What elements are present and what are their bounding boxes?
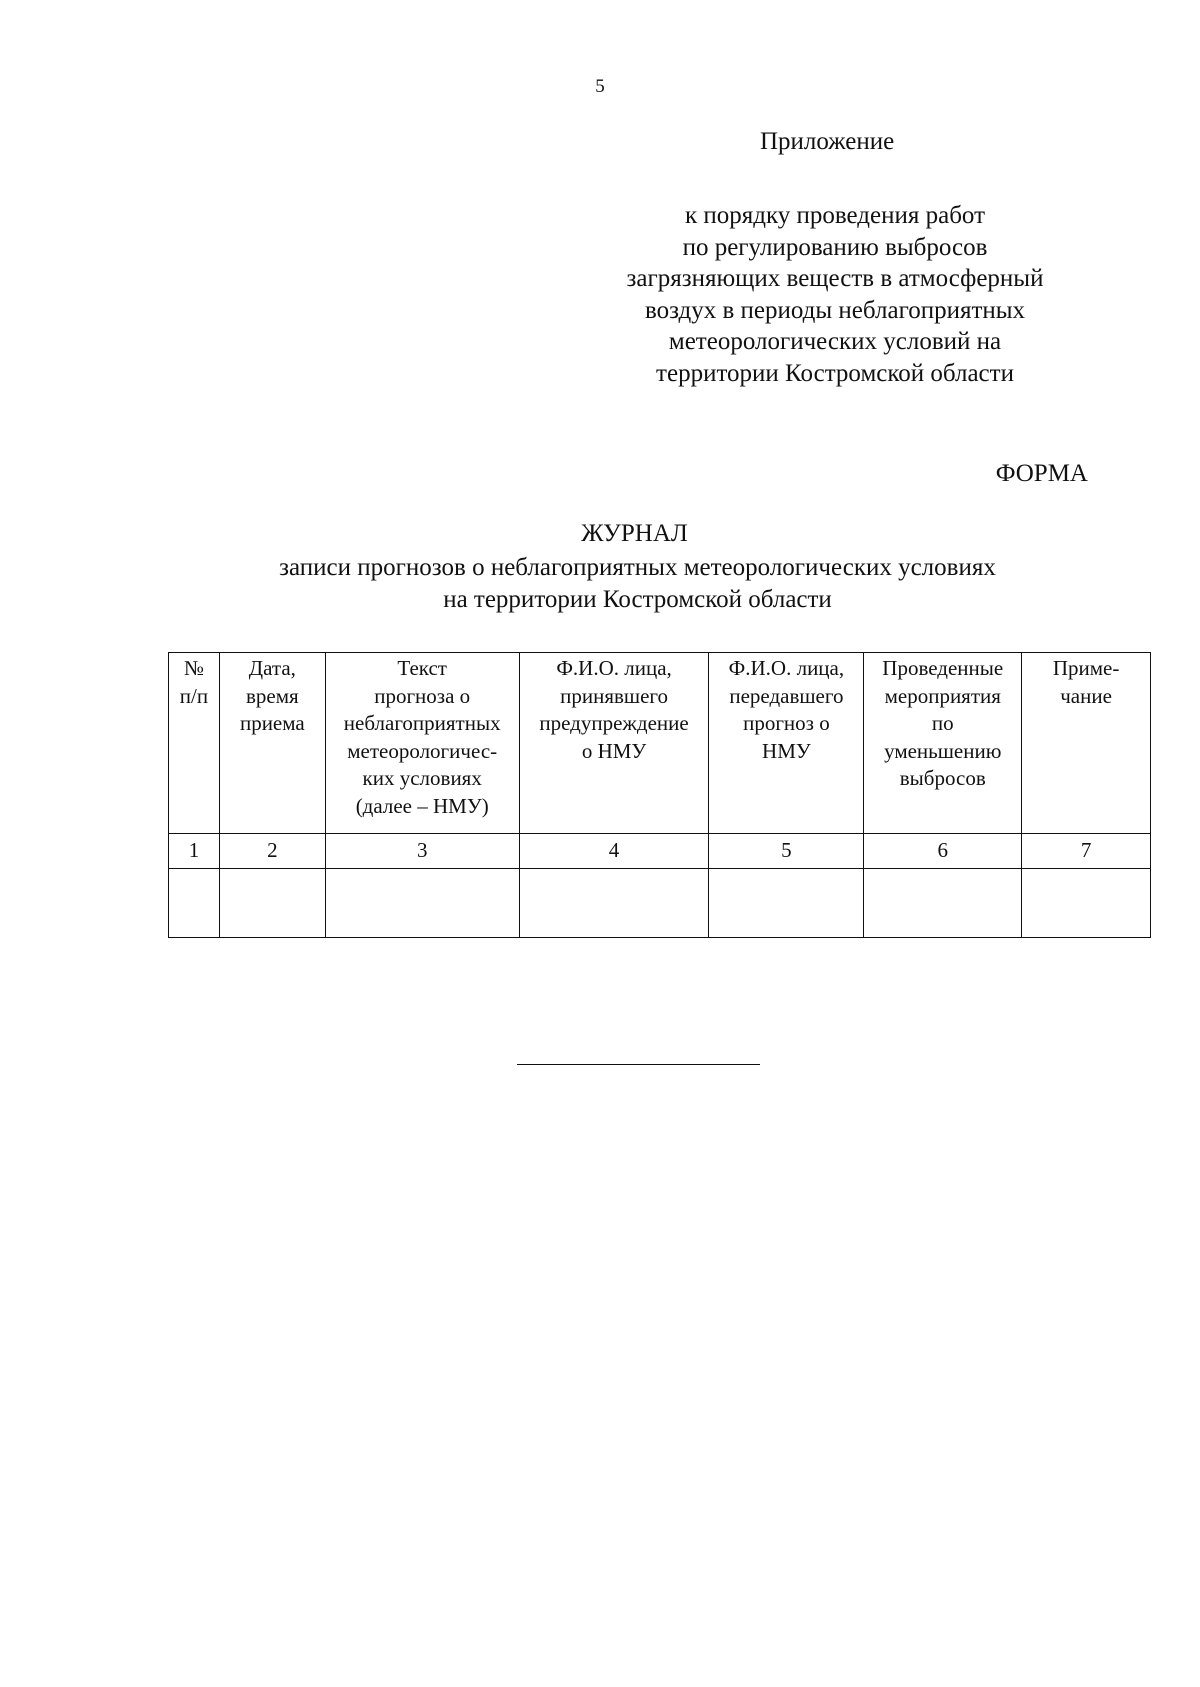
header-cell-date xyxy=(219,653,325,834)
column-number-cell: 3 xyxy=(325,834,519,869)
header-cell-forecast-text xyxy=(325,653,519,834)
header-cell-receiver xyxy=(519,653,709,834)
header-text: время xyxy=(246,683,299,708)
header-text: п/п xyxy=(179,683,209,708)
header-text: № xyxy=(183,656,204,680)
empty-cell xyxy=(1022,869,1151,938)
table-header-row xyxy=(169,653,1151,834)
header-text: прогноза о xyxy=(374,683,471,708)
header-cell-note xyxy=(1022,653,1151,834)
header-text: уменьшению xyxy=(884,738,1002,763)
header-text: Ф.И.О. лица, xyxy=(556,656,672,680)
header-text: выбросов xyxy=(899,766,986,790)
appendix-title: Приложение xyxy=(760,128,895,155)
header-text: Ф.И.О. лица, xyxy=(728,656,845,680)
journal-title: ЖУРНАЛ xyxy=(581,520,688,547)
header-text: ких условиях xyxy=(362,766,482,790)
empty-cell xyxy=(709,869,864,938)
appendix-line: к порядку проведения работ xyxy=(684,202,986,229)
column-number-cell: 2 xyxy=(219,834,325,869)
empty-cell xyxy=(219,869,325,938)
header-cell-number xyxy=(169,653,220,834)
header-text: передавшего xyxy=(729,683,844,708)
header-text: о НМУ xyxy=(581,738,647,763)
appendix-line: территории Костромской области xyxy=(656,359,1014,387)
empty-cell xyxy=(325,869,519,938)
empty-cell xyxy=(864,869,1022,938)
page-number: 5 xyxy=(595,76,605,97)
column-number-cell: 6 xyxy=(864,834,1022,869)
header-text: НМУ xyxy=(762,738,811,763)
empty-entry-row xyxy=(169,869,1151,938)
form-label: ФОРМА xyxy=(995,460,1088,487)
column-number-cell: 5 xyxy=(709,834,864,869)
header-text: мероприятия xyxy=(884,683,1001,708)
header-text: (далее – НМУ) xyxy=(355,793,489,818)
column-number-cell: 7 xyxy=(1022,834,1151,869)
header-text: Приме- xyxy=(1052,656,1120,680)
header-text: чание xyxy=(1060,683,1112,708)
header-cell-sender xyxy=(709,653,864,834)
journal-subtitle-line: записи прогнозов о неблагоприятных метеорологических условиях xyxy=(279,554,996,581)
column-number-row xyxy=(169,834,1151,869)
appendix-description xyxy=(600,200,1070,389)
appendix-line: загрязняющих веществ в атмосферный xyxy=(626,265,1044,292)
header-text: принявшего xyxy=(560,683,668,708)
appendix-line: воздух в периоды неблагоприятных xyxy=(644,296,1026,324)
column-number-cell: 4 xyxy=(519,834,709,869)
header-text: неблагоприятных xyxy=(343,711,501,735)
appendix-line: метеорологических условий на xyxy=(668,328,1002,355)
appendix-line: по регулированию выбросов xyxy=(682,233,988,261)
header-text: приема xyxy=(239,711,305,735)
journal-subtitle xyxy=(168,552,1107,616)
header-text: по xyxy=(931,711,954,735)
empty-cell xyxy=(519,869,709,938)
column-number-cell: 1 xyxy=(169,834,220,869)
header-text: Проведенные xyxy=(882,656,1004,680)
header-text: Текст xyxy=(397,656,447,680)
journal-subtitle-line: на территории Костромской области xyxy=(443,586,832,613)
empty-cell xyxy=(169,869,220,938)
header-text: Дата, xyxy=(248,656,296,680)
header-text: предупреждение xyxy=(539,711,689,735)
header-text: метеорологичес- xyxy=(347,738,498,763)
header-cell-measures xyxy=(864,653,1022,834)
closing-divider xyxy=(517,1064,760,1065)
header-text: прогноз о xyxy=(743,711,830,735)
journal-table xyxy=(168,652,1151,938)
